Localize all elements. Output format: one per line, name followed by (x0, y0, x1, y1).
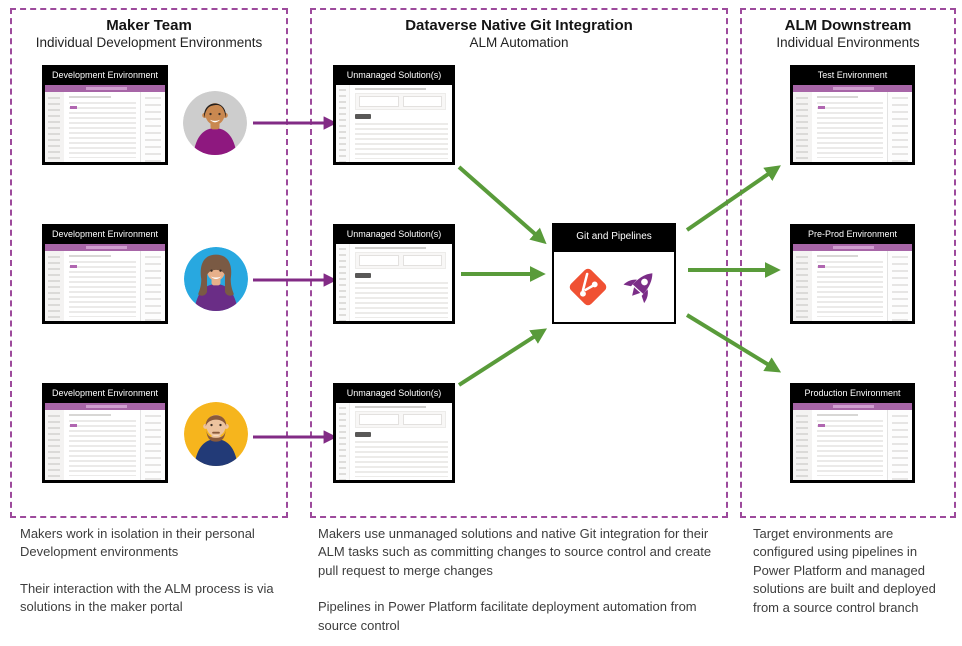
maker-description (20, 525, 292, 635)
box-label: Pre-Prod Environment (807, 229, 898, 239)
screenshot-table (64, 251, 140, 321)
description-paragraph: Pipelines in Power Platform facilitate deployment automation from source control (318, 599, 697, 633)
screenshot-topbar (793, 403, 912, 410)
dataverse-description (318, 525, 720, 646)
development-environment-box-1 (42, 65, 168, 165)
screenshot-left-nav (45, 92, 64, 162)
screenshot-button-chip (355, 432, 371, 437)
environment-screenshot (45, 85, 165, 162)
screenshot-topbar (45, 85, 165, 92)
maker-avatar-3 (184, 402, 248, 466)
production-environment-box (790, 383, 915, 483)
screenshot-table (812, 410, 887, 480)
environment-screenshot (793, 244, 912, 321)
panel-subtitle: Individual Development Environments (35, 35, 263, 50)
description-paragraph: Target environments are configured using pipelines in Power Platform and managed solutions are built and deployed from a source control branch (753, 526, 936, 615)
screenshot-button-chip (355, 114, 371, 119)
maker-avatar-2 (184, 247, 248, 311)
screenshot-table (64, 410, 140, 480)
screenshot-card (403, 96, 443, 107)
rocket-icon (619, 266, 661, 308)
screenshot-properties-panel (140, 92, 165, 162)
screenshot-banner (355, 411, 446, 428)
screenshot-highlight-chip (70, 265, 77, 268)
screenshot-searchbox (86, 405, 127, 408)
solutions-screenshot (336, 403, 452, 480)
development-environment-box-2 (42, 224, 168, 324)
screenshot-card (403, 255, 443, 266)
box-label: Test Environment (817, 70, 888, 80)
screenshot-table-rows (355, 123, 448, 159)
screenshot-table (64, 92, 140, 162)
screenshot-left-nav (793, 251, 812, 321)
panel-subtitle: Individual Environments (776, 35, 920, 50)
solutions-screenshot (336, 244, 452, 321)
unmanaged-solutions-box-1 (333, 65, 455, 165)
screenshot-left-rail (336, 85, 350, 162)
downstream-description (753, 525, 956, 635)
screenshot-topbar (45, 403, 165, 410)
screenshot-highlight-chip (818, 265, 825, 268)
screenshot-searchbox (86, 87, 127, 90)
screenshot-left-nav (793, 410, 812, 480)
screenshot-searchbox (833, 405, 873, 408)
screenshot-left-nav (793, 92, 812, 162)
screenshot-toolbar (355, 247, 426, 249)
screenshot-banner (355, 93, 446, 110)
box-label: Development Environment (51, 70, 159, 80)
screenshot-properties-panel (140, 410, 165, 480)
unmanaged-solutions-box-3 (333, 383, 455, 483)
description-paragraph: Makers use unmanaged solutions and native Git integration for their ALM tasks such as committing changes to source control and create pull request to merge changes (318, 526, 712, 578)
screenshot-table-rows (355, 282, 448, 318)
screenshot-table-rows (355, 441, 448, 477)
screenshot-left-rail (336, 403, 350, 480)
test-environment-box (790, 65, 915, 165)
git-icon (567, 266, 609, 308)
screenshot-card (359, 255, 399, 266)
maker-avatar-1 (183, 91, 247, 155)
unmanaged-solutions-box-2 (333, 224, 455, 324)
box-label: Development Environment (51, 388, 159, 398)
screenshot-card (359, 96, 399, 107)
development-environment-box-3 (42, 383, 168, 483)
screenshot-left-nav (45, 410, 64, 480)
screenshot-card (359, 414, 399, 425)
screenshot-topbar (793, 244, 912, 251)
screenshot-card (403, 414, 443, 425)
solutions-screenshot (336, 85, 452, 162)
screenshot-highlight-chip (818, 424, 825, 427)
panel-title: Maker Team (106, 17, 192, 34)
screenshot-button-chip (355, 273, 371, 278)
environment-screenshot (45, 244, 165, 321)
screenshot-searchbox (833, 246, 873, 249)
panel-title: Dataverse Native Git Integration (405, 17, 633, 34)
box-label: Unmanaged Solution(s) (346, 70, 442, 80)
screenshot-left-nav (45, 251, 64, 321)
preprod-environment-box (790, 224, 915, 324)
description-paragraph: Their interaction with the ALM process is via solutions in the maker portal (20, 580, 274, 615)
screenshot-table (812, 251, 887, 321)
screenshot-topbar (793, 85, 912, 92)
screenshot-highlight-chip (70, 106, 77, 109)
git-and-pipelines-box (552, 223, 676, 324)
box-label: Development Environment (51, 229, 159, 239)
screenshot-highlight-chip (70, 424, 77, 427)
screenshot-searchbox (86, 246, 127, 249)
panel-subtitle: ALM Automation (469, 35, 569, 50)
screenshot-banner (355, 252, 446, 269)
screenshot-properties-panel (887, 410, 912, 480)
environment-screenshot (793, 85, 912, 162)
environment-screenshot (45, 403, 165, 480)
box-label: Git and Pipelines (576, 231, 652, 242)
screenshot-toolbar (355, 88, 426, 90)
screenshot-properties-panel (887, 251, 912, 321)
panel-title: ALM Downstream (784, 17, 912, 34)
box-label: Unmanaged Solution(s) (346, 229, 442, 239)
screenshot-topbar (45, 244, 165, 251)
environment-screenshot (793, 403, 912, 480)
box-label: Unmanaged Solution(s) (346, 388, 442, 398)
description-paragraph: Makers work in isolation in their personal Development environments (20, 526, 255, 560)
screenshot-searchbox (833, 87, 873, 90)
screenshot-properties-panel (140, 251, 165, 321)
box-label: Production Environment (804, 388, 901, 398)
screenshot-toolbar (355, 406, 426, 408)
screenshot-table (812, 92, 887, 162)
screenshot-left-rail (336, 244, 350, 321)
screenshot-highlight-chip (818, 106, 825, 109)
screenshot-properties-panel (887, 92, 912, 162)
